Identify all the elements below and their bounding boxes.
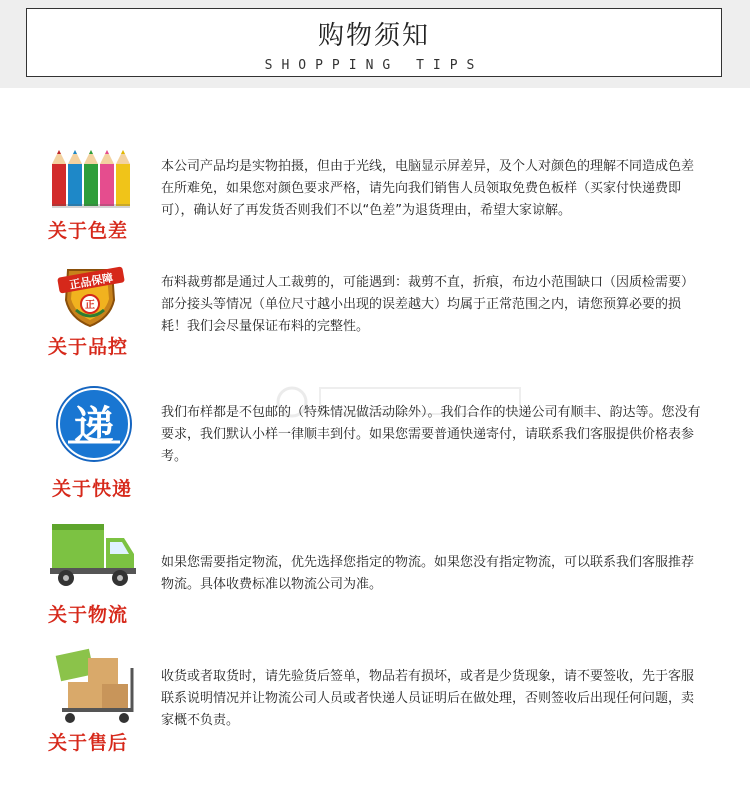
section-text: 布料裁剪都是通过人工裁剪的，可能遇到：裁剪不直，折痕，布边小范围缺口（因质检需要）部分接头等情况（单位尺寸越小出现的误差越大）均属于正常范围之内，请您预算必要的损耗！我们会尽量保证布料的完整性。: [161, 275, 695, 334]
section-text: 本公司产品均是实物拍摄，但由于光线，电脑显示屏差异，及个人对颜色的理解不同造成色差在所难免，如果您对颜色要求严格，请先向我们销售人员领取免费色板样（买家付快递费即可），确认好了再发货否则我们不以“色差”为退货理由，希望大家谅解。: [161, 159, 695, 218]
boxes-cart-icon: [48, 648, 138, 726]
quality-shield-icon: [48, 264, 138, 328]
section-text: 收货或者取货时，请先验货后签单，物品若有损坏，或者是少货现象，请不要签收，先于客服联系说明情况并让物流公司人员或者快递人员证明后在做处理，否则签收后出现任何问题，卖家概不负责。: [161, 669, 695, 728]
section-quality-control: [0, 264, 750, 384]
section-label: 关于色差: [48, 220, 129, 242]
badge-char: 递: [74, 403, 114, 449]
section-label: 关于售后: [48, 732, 129, 754]
express-delivery-icon: [48, 382, 138, 472]
section-express: [0, 382, 750, 502]
section-label: 关于品控: [48, 336, 129, 358]
colored-pencils-icon: [48, 148, 138, 212]
truck-icon: [48, 520, 138, 594]
section-label: 关于物流: [48, 604, 129, 626]
page-subtitle: SHOPPING TIPS: [264, 58, 484, 73]
page-title: 购物须知: [317, 21, 430, 51]
section-text: 如果您需要指定物流，优先选择您指定的物流。如果您没有指定物流，可以联系我们客服推荐物流。具体收费标准以物流公司为准。: [161, 555, 695, 592]
badge-text: 正品保障: [68, 271, 115, 292]
section-label: 关于快递: [52, 478, 133, 500]
badge-mark: 正: [85, 300, 95, 311]
section-logistics: [0, 520, 750, 640]
section-color-difference: [0, 148, 750, 268]
header-box: [26, 8, 722, 77]
section-after-sales: [0, 648, 750, 768]
section-text: 我们布样都是不包邮的（特殊情况做活动除外）。我们合作的快递公司有顺丰、韵达等。您没有要求，我们默认小样一律顺丰到付。如果您需要普通快递寄付，请联系我们客服提供价格表参考。: [161, 405, 701, 464]
